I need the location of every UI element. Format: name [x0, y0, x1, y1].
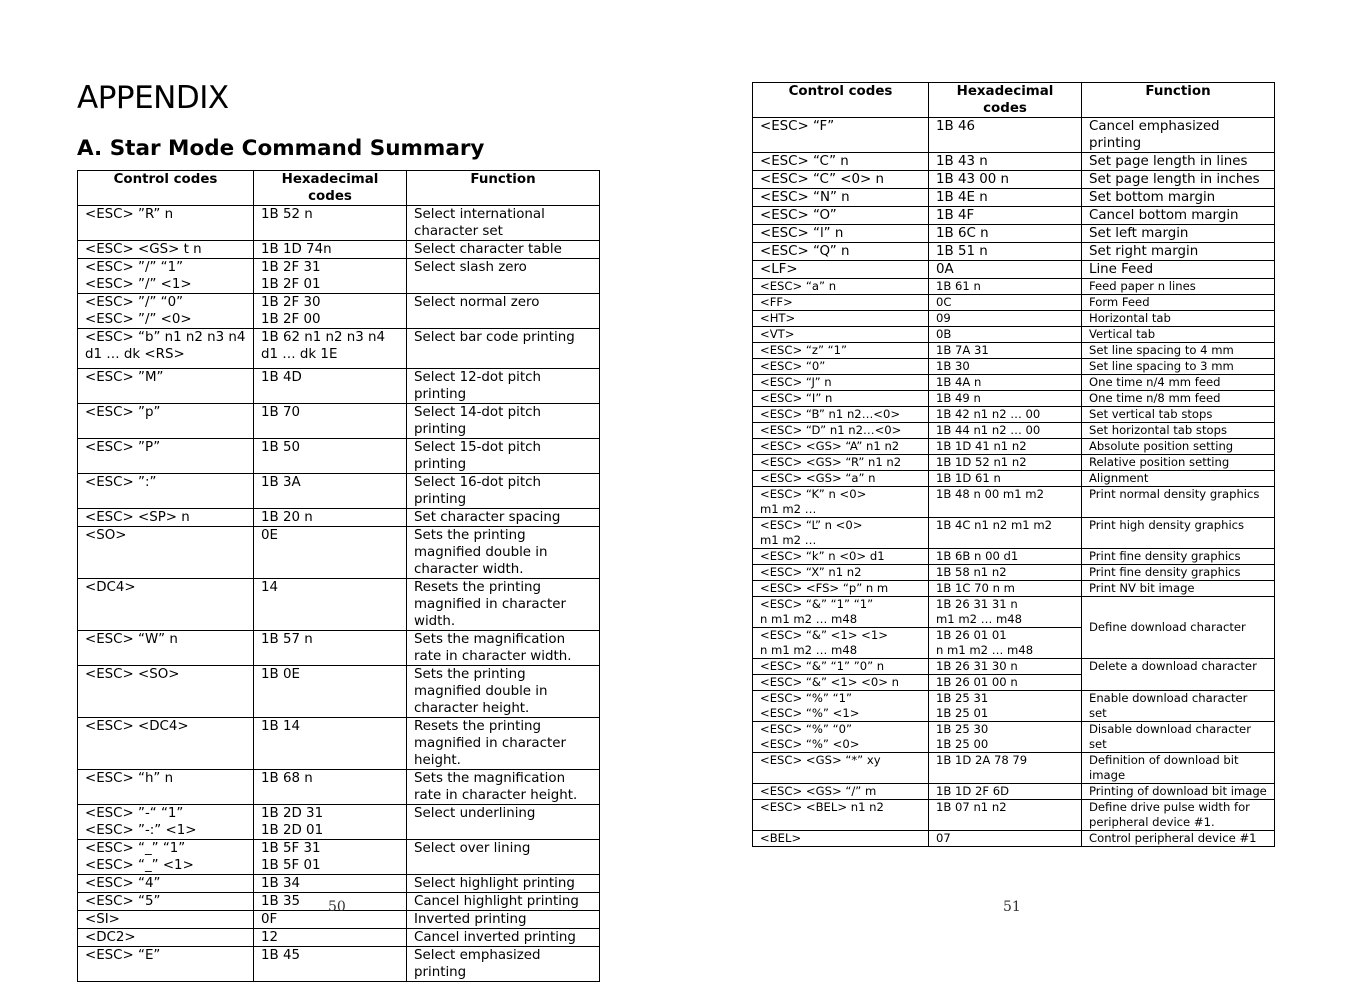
table-row [78, 840, 600, 875]
function-cell: Set page length in inches [1082, 171, 1275, 189]
control-code-cell: <ESC> “I” n [753, 391, 929, 407]
control-code-cell: <FF> [753, 295, 929, 311]
control-code-cell: <ESC> “l” n [753, 225, 929, 243]
control-code-cell: <ESC> “_” “1” <ESC> “_” <1> [78, 840, 254, 875]
table-row [78, 579, 600, 631]
command-table-left [77, 170, 600, 982]
table-row [753, 581, 1275, 597]
table-row [78, 241, 600, 259]
table-row [753, 753, 1275, 784]
function-cell: Set horizontal tab stops [1082, 423, 1275, 439]
hex-code-cell: 1B 4E n [929, 189, 1082, 207]
table-row [753, 327, 1275, 343]
table-row [78, 875, 600, 893]
control-code-cell: <ESC> <DC4> [78, 718, 254, 770]
control-code-cell: <ESC> <GS> “R” n1 n2 [753, 455, 929, 471]
section-title: A. Star Mode Command Summary [77, 136, 485, 161]
table-row [753, 189, 1275, 207]
hex-code-cell: 1B 68 n [254, 770, 407, 805]
control-code-cell: <SO> [78, 527, 254, 579]
function-cell: Define download character [1082, 597, 1275, 659]
hex-code-cell: 1B 26 31 30 n [929, 659, 1082, 675]
table-row [78, 294, 600, 329]
control-code-cell: <ESC> ”:” [78, 474, 254, 509]
function-cell: Select underlining [407, 805, 600, 840]
table-row [753, 439, 1275, 455]
function-cell: Set line spacing to 3 mm [1082, 359, 1275, 375]
hex-code-cell: 1B 25 31 1B 25 01 [929, 691, 1082, 722]
control-code-cell: <ESC> “%” “1” <ESC> “%” <1> [753, 691, 929, 722]
hex-code-cell: 1B 4A n [929, 375, 1082, 391]
table-row [78, 947, 600, 982]
control-code-cell: <ESC> ”P” [78, 439, 254, 474]
hex-code-cell: 1B 45 [254, 947, 407, 982]
table-row [78, 805, 600, 840]
table-row [78, 329, 600, 369]
table-row [753, 487, 1275, 518]
hex-code-cell: 1B 44 n1 n2 … 00 [929, 423, 1082, 439]
control-code-cell: <ESC> “0” [753, 359, 929, 375]
table-row [753, 261, 1275, 279]
control-code-cell: <ESC> “F” [753, 118, 929, 153]
table-row [78, 474, 600, 509]
hex-code-cell: 1B 48 n 00 m1 m2 [929, 487, 1082, 518]
table-row [78, 206, 600, 241]
hex-code-cell: 1B 7A 31 [929, 343, 1082, 359]
table-row [753, 549, 1275, 565]
control-code-cell: <ESC> ”p” [78, 404, 254, 439]
hex-code-cell: 1B 07 n1 n2 [929, 800, 1082, 831]
hex-code-cell: 1B 1D 61 n [929, 471, 1082, 487]
hex-code-cell: 1B 26 31 31 n m1 m2 … m48 [929, 597, 1082, 628]
control-code-cell: <ESC> <BEL> n1 n2 [753, 800, 929, 831]
table-row [753, 207, 1275, 225]
hex-code-cell: 1B 2F 30 1B 2F 00 [254, 294, 407, 329]
hex-code-cell: 1B 58 n1 n2 [929, 565, 1082, 581]
table-header-row [78, 171, 600, 206]
hex-code-cell: 1B 57 n [254, 631, 407, 666]
function-cell: Select 15-dot pitch printing [407, 439, 600, 474]
control-code-cell: <ESC> <SO> [78, 666, 254, 718]
control-code-cell: <ESC> ”R” n [78, 206, 254, 241]
page-number: 50 [328, 899, 346, 915]
function-cell: Feed paper n lines [1082, 279, 1275, 295]
hex-code-cell: 1B 43 00 n [929, 171, 1082, 189]
function-cell: Select emphasized printing [407, 947, 600, 982]
control-code-cell: <ESC> “&” <1> <1> n m1 m2 … m48 [753, 628, 929, 659]
control-code-cell: <ESC> “D” n1 n2…<0> [753, 423, 929, 439]
function-cell: Vertical tab [1082, 327, 1275, 343]
table-row [753, 423, 1275, 439]
hex-code-cell: 1B 1D 2A 78 79 [929, 753, 1082, 784]
hex-code-cell: 1B 4D [254, 369, 407, 404]
hex-code-cell: 1B 26 01 01 n m1 m2 … m48 [929, 628, 1082, 659]
function-cell: Disable download character set [1082, 722, 1275, 753]
table-row [78, 509, 600, 527]
hex-code-cell: 1B 35 [254, 893, 407, 911]
function-cell: Set right margin [1082, 243, 1275, 261]
hex-code-cell: 1B 1D 74n [254, 241, 407, 259]
function-cell: Line Feed [1082, 261, 1275, 279]
page-number: 51 [1003, 899, 1021, 915]
control-code-cell: <ESC> <GS> “a” n [753, 471, 929, 487]
table-row [753, 800, 1275, 831]
table-row [78, 718, 600, 770]
hex-code-cell: 1B 43 n [929, 153, 1082, 171]
hex-code-cell: 1B 1D 52 n1 n2 [929, 455, 1082, 471]
function-cell: Cancel inverted printing [407, 929, 600, 947]
table-row [78, 770, 600, 805]
table-row [753, 153, 1275, 171]
hex-code-cell: 0C [929, 295, 1082, 311]
control-code-cell: <ESC> “X” n1 n2 [753, 565, 929, 581]
control-code-cell: <ESC> “&” “1” ”0” n [753, 659, 929, 675]
hex-code-cell: 1B 2F 31 1B 2F 01 [254, 259, 407, 294]
function-cell: Select 14-dot pitch printing [407, 404, 600, 439]
table-row [753, 659, 1275, 675]
header-hexadecimal-codes: Hexadecimal codes [254, 171, 407, 206]
control-code-cell: <ESC> “L” n <0> m1 m2 … [753, 518, 929, 549]
function-cell: Select slash zero [407, 259, 600, 294]
function-cell: Horizontal tab [1082, 311, 1275, 327]
table-row [753, 171, 1275, 189]
function-cell: Resets the printing magnified in character height. [407, 718, 600, 770]
function-cell: Print NV bit image [1082, 581, 1275, 597]
function-cell: Cancel bottom margin [1082, 207, 1275, 225]
control-code-cell: <ESC> “E” [78, 947, 254, 982]
control-code-cell: <ESC> ”/” “0” <ESC> ”/” <0> [78, 294, 254, 329]
control-code-cell: <ESC> “Q” n [753, 243, 929, 261]
function-cell: Set left margin [1082, 225, 1275, 243]
function-cell: Select highlight printing [407, 875, 600, 893]
hex-code-cell: 1B 51 n [929, 243, 1082, 261]
hex-code-cell: 1B 30 [929, 359, 1082, 375]
hex-code-cell: 0A [929, 261, 1082, 279]
hex-code-cell: 1B 20 n [254, 509, 407, 527]
function-cell: Print high density graphics [1082, 518, 1275, 549]
table-row [78, 929, 600, 947]
hex-code-cell: 0F [254, 911, 407, 929]
control-code-cell: <ESC> “O” [753, 207, 929, 225]
table-row [78, 259, 600, 294]
function-cell: Set vertical tab stops [1082, 407, 1275, 423]
control-code-cell: <ESC> ”-“ “1” <ESC> ”-:” <1> [78, 805, 254, 840]
function-cell: Definition of download bit image [1082, 753, 1275, 784]
table-row [753, 518, 1275, 549]
control-code-cell: <ESC> “C” <0> n [753, 171, 929, 189]
function-cell: Select over lining [407, 840, 600, 875]
function-cell: Set line spacing to 4 mm [1082, 343, 1275, 359]
control-code-cell: <ESC> <SP> n [78, 509, 254, 527]
function-cell: One time n/8 mm feed [1082, 391, 1275, 407]
function-cell: Select character table [407, 241, 600, 259]
function-cell: Delete a download character [1082, 659, 1275, 691]
hex-code-cell: 1B 3A [254, 474, 407, 509]
hex-code-cell: 1B 25 30 1B 25 00 [929, 722, 1082, 753]
control-code-cell: <ESC> “&” “1” “1” n m1 m2 … m48 [753, 597, 929, 628]
function-cell: Control peripheral device #1 [1082, 831, 1275, 847]
hex-code-cell: 1B 62 n1 n2 n3 n4 d1 … dk 1E [254, 329, 407, 369]
control-code-cell: <ESC> <GS> “A” n1 n2 [753, 439, 929, 455]
hex-code-cell: 14 [254, 579, 407, 631]
control-code-cell: <ESC> “K” n <0> m1 m2 … [753, 487, 929, 518]
table-row [753, 243, 1275, 261]
control-code-cell: <ESC> <GS> t n [78, 241, 254, 259]
control-code-cell: <BEL> [753, 831, 929, 847]
function-cell: Print fine density graphics [1082, 549, 1275, 565]
hex-code-cell: 1B 46 [929, 118, 1082, 153]
table-row [753, 118, 1275, 153]
control-code-cell: <ESC> “5” [78, 893, 254, 911]
left-page [0, 0, 675, 980]
control-code-cell: <SI> [78, 911, 254, 929]
table-row [753, 225, 1275, 243]
function-cell: Sets the printing magnified double in character width. [407, 527, 600, 579]
control-code-cell: <DC4> [78, 579, 254, 631]
control-code-cell: <ESC> “z” “1” [753, 343, 929, 359]
function-cell: Enable download character set [1082, 691, 1275, 722]
function-cell: Inverted printing [407, 911, 600, 929]
hex-code-cell: 09 [929, 311, 1082, 327]
control-code-cell: <ESC> “B” n1 n2…<0> [753, 407, 929, 423]
table-row [753, 722, 1275, 753]
table-row [78, 404, 600, 439]
function-cell: Sets the printing magnified double in character height. [407, 666, 600, 718]
table-row [78, 666, 600, 718]
function-cell: Select bar code printing [407, 329, 600, 369]
function-cell: Resets the printing magnified in character width. [407, 579, 600, 631]
control-code-cell: <ESC> “&” <1> <0> n [753, 675, 929, 691]
hex-code-cell: 0B [929, 327, 1082, 343]
table-row [753, 295, 1275, 311]
function-cell: Absolute position setting [1082, 439, 1275, 455]
function-cell: Cancel highlight printing [407, 893, 600, 911]
command-table-right [752, 82, 1275, 847]
function-cell: Select international character set [407, 206, 600, 241]
function-cell: Set page length in lines [1082, 153, 1275, 171]
hex-code-cell: 1B 6B n 00 d1 [929, 549, 1082, 565]
header-function: Function [407, 171, 600, 206]
function-cell: Relative position setting [1082, 455, 1275, 471]
table-header-row [753, 83, 1275, 118]
table-row [753, 375, 1275, 391]
function-cell: Print fine density graphics [1082, 565, 1275, 581]
function-cell: Cancel emphasized printing [1082, 118, 1275, 153]
function-cell: Printing of download bit image [1082, 784, 1275, 800]
function-cell: Sets the magnification rate in character height. [407, 770, 600, 805]
hex-code-cell: 1B 52 n [254, 206, 407, 241]
table-row [753, 391, 1275, 407]
control-code-cell: <ESC> ”M” [78, 369, 254, 404]
hex-code-cell: 0E [254, 527, 407, 579]
hex-code-cell: 1B 42 n1 n2 … 00 [929, 407, 1082, 423]
right-page [676, 0, 1351, 954]
hex-code-cell: 1B 1D 2F 6D [929, 784, 1082, 800]
table-row [753, 359, 1275, 375]
table-row [78, 527, 600, 579]
table-row [78, 631, 600, 666]
function-cell: Set character spacing [407, 509, 600, 527]
hex-code-cell: 1B 1C 70 n m [929, 581, 1082, 597]
table-row [753, 455, 1275, 471]
hex-code-cell: 1B 5F 31 1B 5F 01 [254, 840, 407, 875]
function-cell: Select 16-dot pitch printing [407, 474, 600, 509]
table-row [78, 369, 600, 404]
control-code-cell: <ESC> ”/” “1” <ESC> ”/” <1> [78, 259, 254, 294]
control-code-cell: <ESC> <GS> “*” xy [753, 753, 929, 784]
control-code-cell: <ESC> “J” n [753, 375, 929, 391]
hex-code-cell: 1B 4F [929, 207, 1082, 225]
control-code-cell: <ESC> “k” n <0> d1 [753, 549, 929, 565]
control-code-cell: <ESC> “N” n [753, 189, 929, 207]
hex-code-cell: 12 [254, 929, 407, 947]
table-row [78, 439, 600, 474]
control-code-cell: <ESC> “W” n [78, 631, 254, 666]
header-function: Function [1082, 83, 1275, 118]
control-code-cell: <VT> [753, 327, 929, 343]
hex-code-cell: 1B 0E [254, 666, 407, 718]
function-cell: Print normal density graphics [1082, 487, 1275, 518]
hex-code-cell: 1B 6C n [929, 225, 1082, 243]
hex-code-cell: 1B 50 [254, 439, 407, 474]
function-cell: Set bottom margin [1082, 189, 1275, 207]
hex-code-cell: 1B 61 n [929, 279, 1082, 295]
function-cell: Select 12-dot pitch printing [407, 369, 600, 404]
control-code-cell: <ESC> “C” n [753, 153, 929, 171]
header-control-codes: Control codes [753, 83, 929, 118]
function-cell: Select normal zero [407, 294, 600, 329]
control-code-cell: <ESC> “h” n [78, 770, 254, 805]
table-row [753, 691, 1275, 722]
table-row [753, 311, 1275, 327]
hex-code-cell: 1B 4C n1 n2 m1 m2 [929, 518, 1082, 549]
control-code-cell: <ESC> “a” n [753, 279, 929, 295]
function-cell: Form Feed [1082, 295, 1275, 311]
table-row [753, 279, 1275, 295]
table-row [753, 565, 1275, 581]
function-cell: One time n/4 mm feed [1082, 375, 1275, 391]
hex-code-cell: 1B 26 01 00 n [929, 675, 1082, 691]
hex-code-cell: 1B 2D 31 1B 2D 01 [254, 805, 407, 840]
control-code-cell: <ESC> “%” “0” <ESC> “%” <0> [753, 722, 929, 753]
function-cell: Alignment [1082, 471, 1275, 487]
hex-code-cell: 07 [929, 831, 1082, 847]
hex-code-cell: 1B 49 n [929, 391, 1082, 407]
table-row [753, 831, 1275, 847]
header-hexadecimal-codes: Hexadecimal codes [929, 83, 1082, 118]
table-row [753, 471, 1275, 487]
control-code-cell: <DC2> [78, 929, 254, 947]
hex-code-cell: 1B 1D 41 n1 n2 [929, 439, 1082, 455]
control-code-cell: <HT> [753, 311, 929, 327]
control-code-cell: <ESC> <GS> “/” m [753, 784, 929, 800]
function-cell: Define drive pulse width for peripheral device #1. [1082, 800, 1275, 831]
hex-code-cell: 1B 34 [254, 875, 407, 893]
function-cell: Sets the magnification rate in character width. [407, 631, 600, 666]
control-code-cell: <LF> [753, 261, 929, 279]
table-row [753, 784, 1275, 800]
table-row [753, 597, 1275, 628]
table-row [753, 407, 1275, 423]
appendix-heading: APPENDIX [77, 80, 229, 116]
hex-code-cell: 1B 14 [254, 718, 407, 770]
control-code-cell: <ESC> <FS> “p” n m [753, 581, 929, 597]
control-code-cell: <ESC> “b” n1 n2 n3 n4 d1 … dk <RS> [78, 329, 254, 369]
table-row [753, 343, 1275, 359]
header-control-codes: Control codes [78, 171, 254, 206]
hex-code-cell: 1B 70 [254, 404, 407, 439]
control-code-cell: <ESC> “4” [78, 875, 254, 893]
